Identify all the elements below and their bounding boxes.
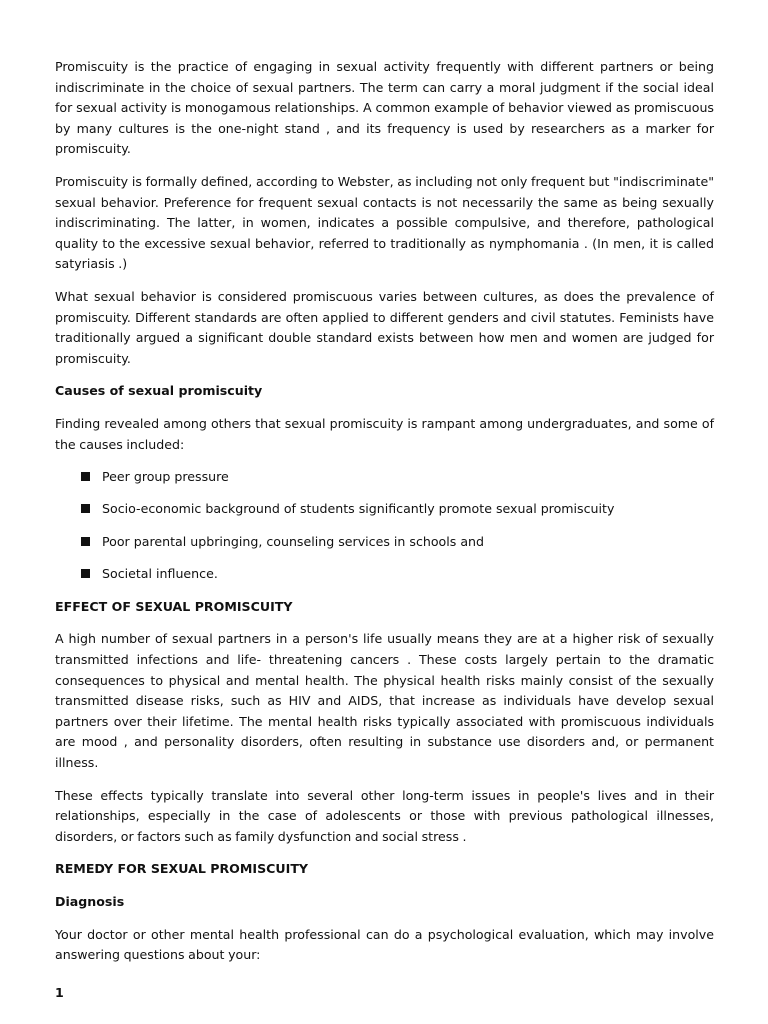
paragraph-webster: Promiscuity is formally defined, according to Webster, as including not only frequent but "indiscriminate" sexual behavior. Preference for frequent sexual contacts is not necessarily the same as being sexually indiscriminating. The latter, in women, indicates a possible compulsive, and therefore, pathological quality to the excessive sexual behavior, referred to traditionally as nymphomania . (In men, it is called satyriasis .): [55, 173, 714, 272]
list-item-text: Poor parental upbringing, counseling services in schools and: [102, 533, 485, 549]
paragraph-diagnosis: Your doctor or other mental health professional can do a psychological evaluation, which may involve answering questions about your:: [55, 926, 714, 963]
list-item-text: Peer group pressure: [102, 469, 229, 485]
list-item: [55, 467, 714, 488]
square-bullet-icon: [81, 504, 90, 513]
list-item-text: Socio-economic background of students significantly promote sexual promiscuity: [102, 501, 615, 517]
causes-list: [55, 467, 714, 585]
list-item: [55, 499, 714, 520]
heading-diagnosis: Diagnosis: [55, 893, 125, 909]
paragraph-cultures: What sexual behavior is considered promiscuous varies between cultures, as does the prevalence of promiscuity. Different standards are often applied to different genders and civil statutes. Feminists have traditionally argued a significant double standard exists between how men and women are judged for promiscuity.: [55, 288, 714, 366]
square-bullet-icon: [81, 569, 90, 578]
heading-remedy: REMEDY FOR SEXUAL PROMISCUITY: [55, 861, 309, 877]
paragraph-effect-issues: These effects typically translate into several other long-term issues in people's lives and in their relationships, especially in the case of adolescents or those with previous pathological illnesses, disorders, or factors such as family dysfunction and social stress .: [55, 787, 714, 844]
list-item: [55, 532, 714, 553]
heading-effect: EFFECT OF SEXUAL PROMISCUITY: [55, 598, 293, 614]
heading-causes: Causes of sexual promiscuity: [55, 383, 263, 399]
paragraph-definition: Promiscuity is the practice of engaging in sexual activity frequently with different partners or being indiscriminate in the choice of sexual partners. The term can carry a moral judgment if the social ideal for sexual activity is monogamous relationships. A common example of behavior viewed as promiscuous by many cultures is the one-night stand , and its frequency is used by researchers as a marker for promiscuity.: [55, 59, 714, 157]
square-bullet-icon: [81, 537, 90, 546]
list-item: [55, 564, 714, 585]
list-item-text: Societal influence.: [102, 566, 218, 582]
square-bullet-icon: [81, 472, 90, 481]
page-number: 1: [55, 985, 64, 1000]
paragraph-effect-risks: A high number of sexual partners in a person's life usually means they are at a higher risk of sexually transmitted infections and life- threatening cancers . These costs largely pertain to the dramatic consequences to physical and mental health. The physical health risks mainly consist of the sexually transmitted disease risks, such as HIV and AIDS, that increase as individuals have develop sexual partners over their lifetime. The mental health risks typically associated with promiscuous individuals are mood , and personality disorders, often resulting in substance use disorders and, or permanent illness.: [55, 631, 714, 771]
paragraph-causes: Finding revealed among others that sexual promiscuity is rampant among undergraduates, and some of the causes included:: [55, 415, 714, 452]
document-page: [55, 57, 714, 966]
